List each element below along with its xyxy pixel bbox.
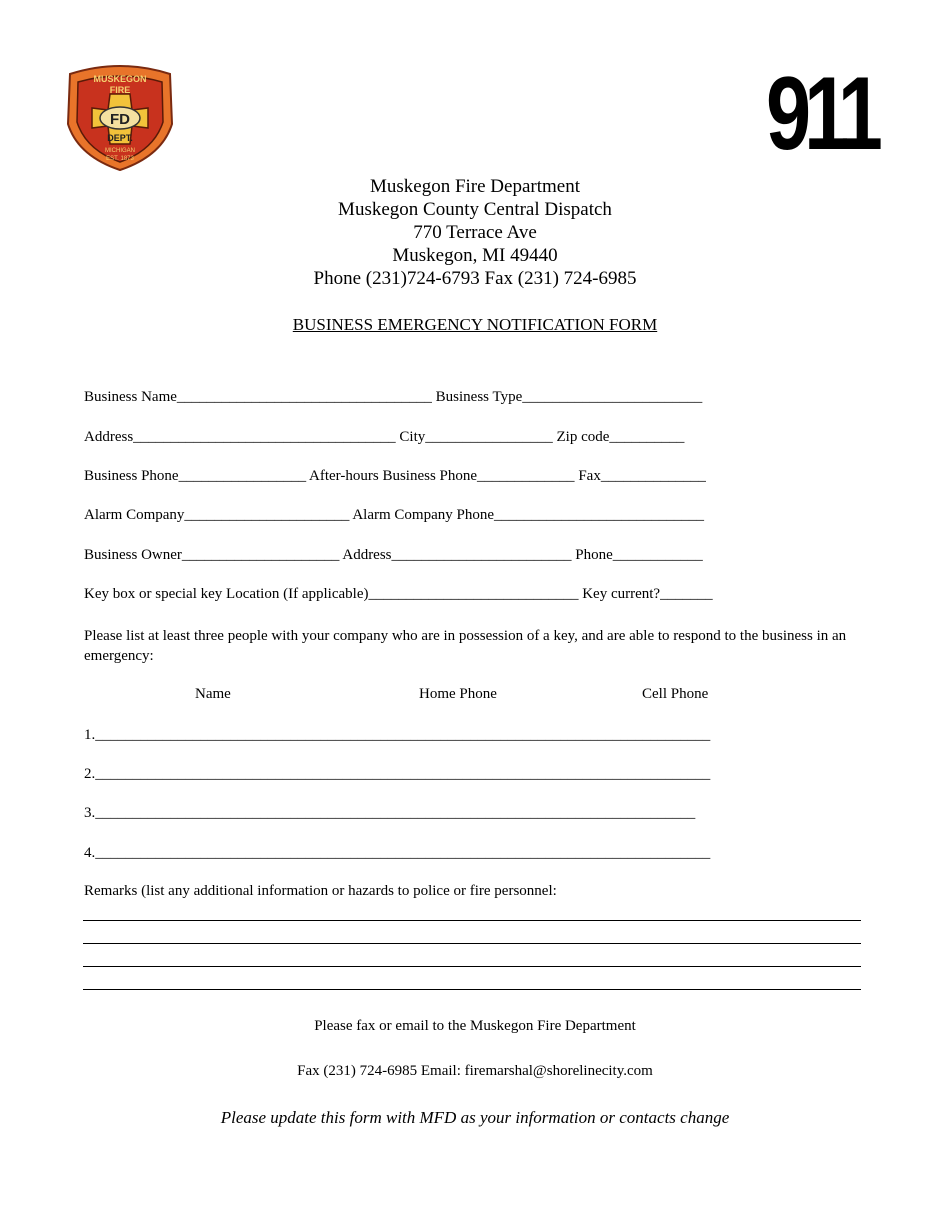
logo-center-text: FD [110, 111, 130, 128]
business-phone-field[interactable]: Business Phone_________________ [84, 468, 307, 484]
key-holder-row-4[interactable]: 4.__________________________________________________________________________________ [84, 845, 711, 861]
remarks-line-4[interactable] [83, 989, 861, 990]
remarks-line-1[interactable] [83, 920, 861, 921]
remarks-line-2[interactable] [83, 943, 861, 944]
key-row [84, 585, 713, 603]
street-address: 770 Terrace Ave [413, 222, 537, 243]
key-location-field[interactable]: Key box or special key Location (If applicable)____________________________ [84, 586, 579, 602]
remarks-label: Remarks (list any additional information or hazards to police or fire personnel: [84, 883, 557, 899]
address-field[interactable]: Address___________________________________ [84, 429, 396, 445]
owner-phone-field[interactable]: Phone____________ [575, 547, 703, 563]
city-field[interactable]: City_________________ [399, 429, 553, 445]
alarm-company-phone-field[interactable]: Alarm Company Phone____________________________ [352, 507, 704, 523]
business-name-field[interactable]: Business Name__________________________________ [84, 389, 432, 405]
dispatch-name: Muskegon County Central Dispatch [338, 199, 612, 220]
column-header-home-phone: Home Phone [419, 686, 497, 702]
alarm-company-field[interactable]: Alarm Company______________________ [84, 507, 350, 523]
logo-state-text: MICHIGAN [105, 148, 135, 154]
remarks-line-3[interactable] [83, 966, 861, 967]
fire-department-logo [62, 64, 178, 172]
business-type-field[interactable]: Business Type________________________ [435, 389, 703, 405]
department-name: Muskegon Fire Department [369, 176, 580, 197]
city-state-zip: Muskegon, MI 49440 [392, 245, 558, 266]
logo-est-text: EST. 1873 [106, 156, 134, 162]
phone-fax: Phone (231)724-6793 Fax (231) 724-6985 [313, 268, 637, 289]
owner-address-field[interactable]: Address________________________ [342, 547, 572, 563]
fax-field[interactable]: Fax______________ [578, 468, 706, 484]
department-header [0, 175, 950, 290]
logo-dept-text: DEPT. [107, 133, 133, 143]
column-header-cell-phone: Cell Phone [642, 686, 709, 702]
update-reminder: Please update this form with MFD as your information or contacts change [220, 1108, 730, 1127]
key-current-field[interactable]: Key current?_______ [582, 586, 713, 602]
owner-row [84, 546, 703, 564]
emergency-911-emblem: 911 [766, 56, 876, 172]
logo-fire-text: FIRE [109, 85, 131, 95]
phone-row [84, 467, 706, 485]
address-row [84, 428, 684, 446]
after-hours-phone-field[interactable]: After-hours Business Phone_____________ [309, 468, 575, 484]
submission-instruction: Please fax or email to the Muskegon Fire Department [314, 1018, 636, 1034]
fire-department-badge-icon [62, 64, 178, 172]
key-holder-row-1[interactable]: 1.__________________________________________________________________________________ [84, 727, 711, 743]
contact-info: Fax (231) 724-6985 Email: firemarshal@shorelinecity.com [297, 1063, 653, 1079]
business-owner-field[interactable]: Business Owner_____________________ [84, 547, 340, 563]
alarm-row [84, 506, 704, 524]
zip-code-field[interactable]: Zip code__________ [556, 429, 685, 445]
column-header-name: Name [195, 686, 231, 702]
key-holders-instructions: Please list at least three people with your company who are in possession of a key, and are able to respond to the business in an emergency: [84, 628, 847, 664]
form-title [0, 315, 950, 335]
key-holder-row-3[interactable]: 3.________________________________________________________________________________ [84, 805, 696, 821]
form-title-text: BUSINESS EMERGENCY NOTIFICATION FORM [292, 315, 658, 334]
key-holder-row-2[interactable]: 2.__________________________________________________________________________________ [84, 766, 711, 782]
logo-top-text: MUSKEGON [93, 74, 147, 84]
business-name-row [84, 388, 702, 406]
